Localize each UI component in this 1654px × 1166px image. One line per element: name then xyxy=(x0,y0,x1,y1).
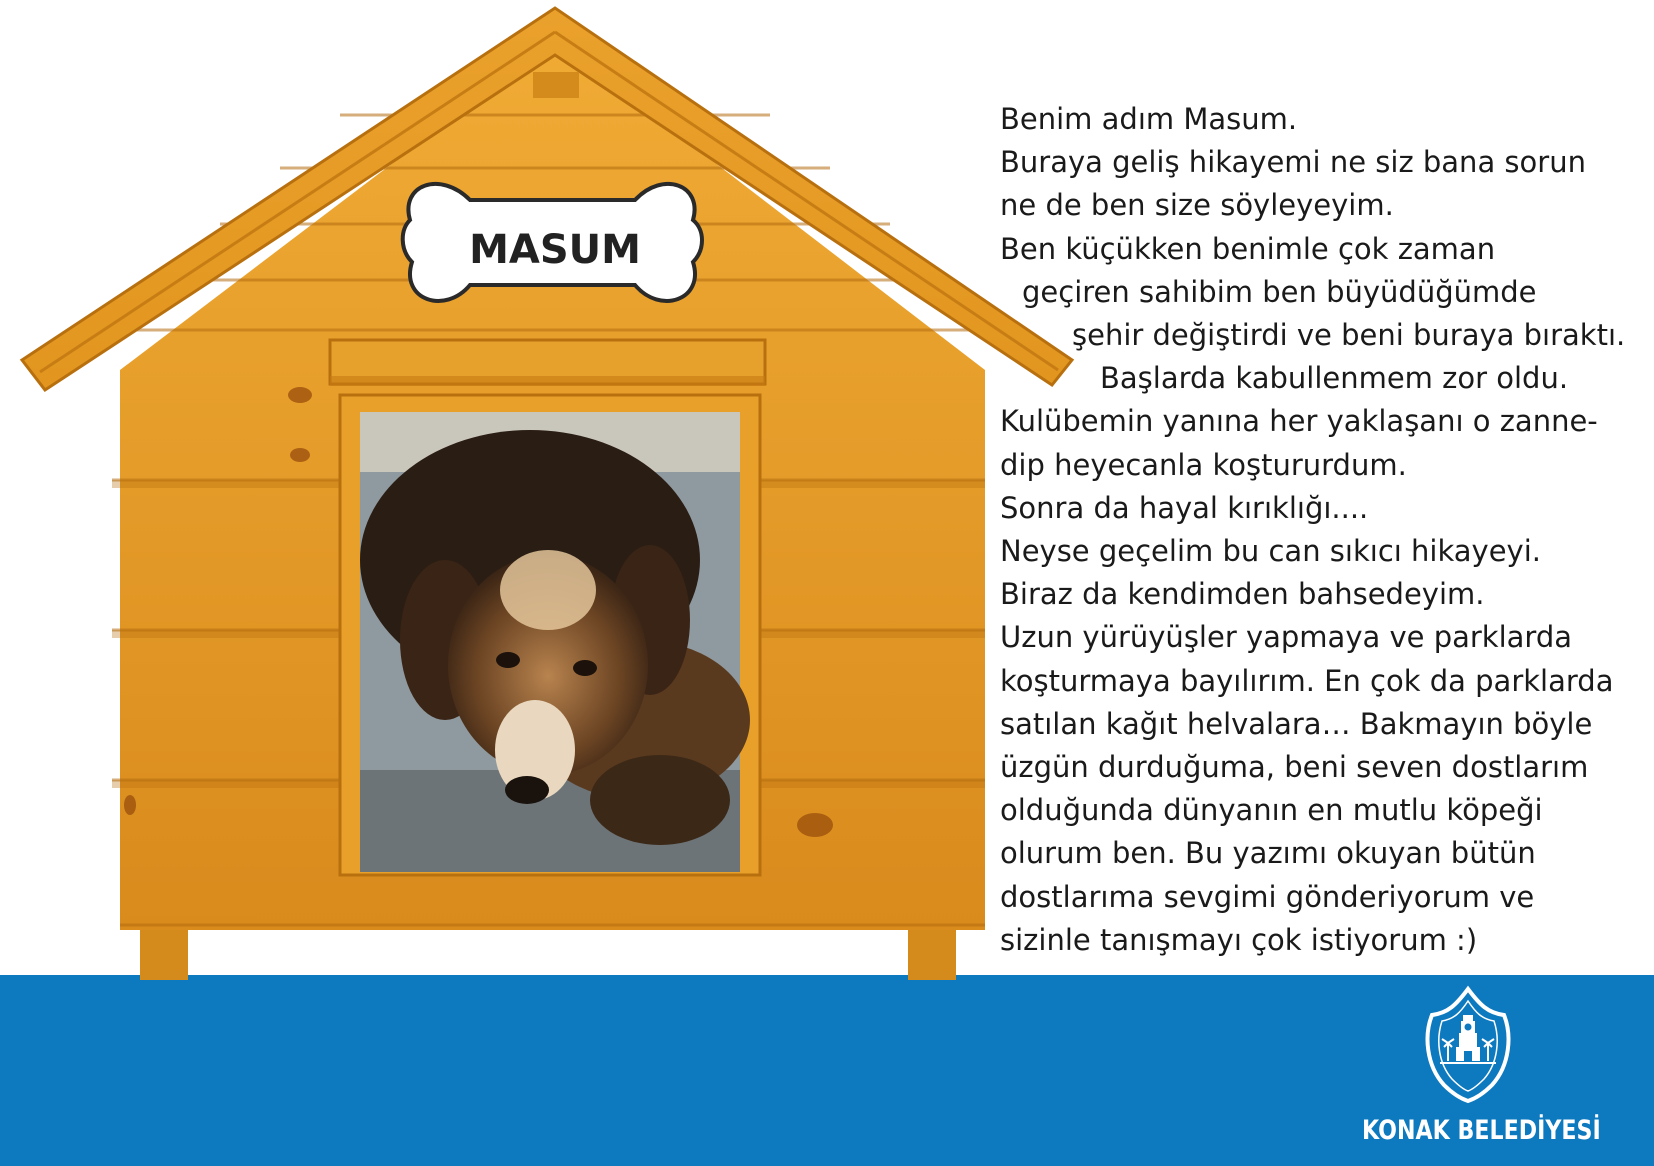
dog-photo xyxy=(360,412,750,872)
story-line: dip heyecanla koştururdum. xyxy=(1000,447,1407,482)
story-line: geçiren sahibim ben büyüdüğümde xyxy=(1022,274,1537,309)
story-text xyxy=(1000,98,1640,962)
story-line: ne de ben size söyleyeyim. xyxy=(1000,188,1394,223)
story-line: Benim adım Masum. xyxy=(1000,102,1298,136)
left-leg xyxy=(140,930,188,980)
story-line: Buraya geliş hikayemi ne siz bana sorun xyxy=(1000,145,1586,180)
story-line: Ben küçükken benimle çok zaman xyxy=(1000,231,1496,266)
story-line: üzgün durduğuma, beni seven dostlarım xyxy=(1000,750,1589,785)
story-line: Biraz da kendimden bahsedeyim. xyxy=(1000,577,1485,612)
story-line: Uzun yürüyüşler yapmaya ve parklarda xyxy=(1000,620,1573,655)
nameplate-text: MASUM xyxy=(469,227,641,273)
story-line: dostlarıma sevgimi gönderiyorum ve xyxy=(1000,879,1535,914)
konak-seal-logo xyxy=(1418,985,1518,1105)
story-line: sizinle tanışmayı çok istiyorum :) xyxy=(1000,922,1478,957)
story-line: olduğunda dünyanın en mutlu köpeği xyxy=(1000,793,1543,828)
story-line: Başlarda kabullenmem zor oldu. xyxy=(1100,361,1569,396)
story-line: olurum ben. Bu yazımı okuyan bütün xyxy=(1000,836,1536,871)
right-leg xyxy=(908,930,956,980)
story-line: Kulübemin yanına her yaklaşanı o zanne- xyxy=(1000,404,1598,439)
bone-nameplate xyxy=(403,184,702,301)
roof-peak-block xyxy=(533,72,579,98)
story-line: Sonra da hayal kırıklığı.... xyxy=(1000,490,1369,525)
story-line: koşturmaya bayılırım. En çok da parklarda xyxy=(1000,663,1614,698)
story-line: şehir değiştirdi ve beni buraya bıraktı. xyxy=(1072,318,1626,353)
story-line: satılan kağıt helvalara… Bakmayın böyle xyxy=(1000,706,1593,741)
story-line: Neyse geçelim bu can sıkıcı hikayeyi. xyxy=(1000,534,1541,569)
konak-belediyesi-wordmark: KONAK BELEDİYESİ xyxy=(1362,1115,1601,1146)
